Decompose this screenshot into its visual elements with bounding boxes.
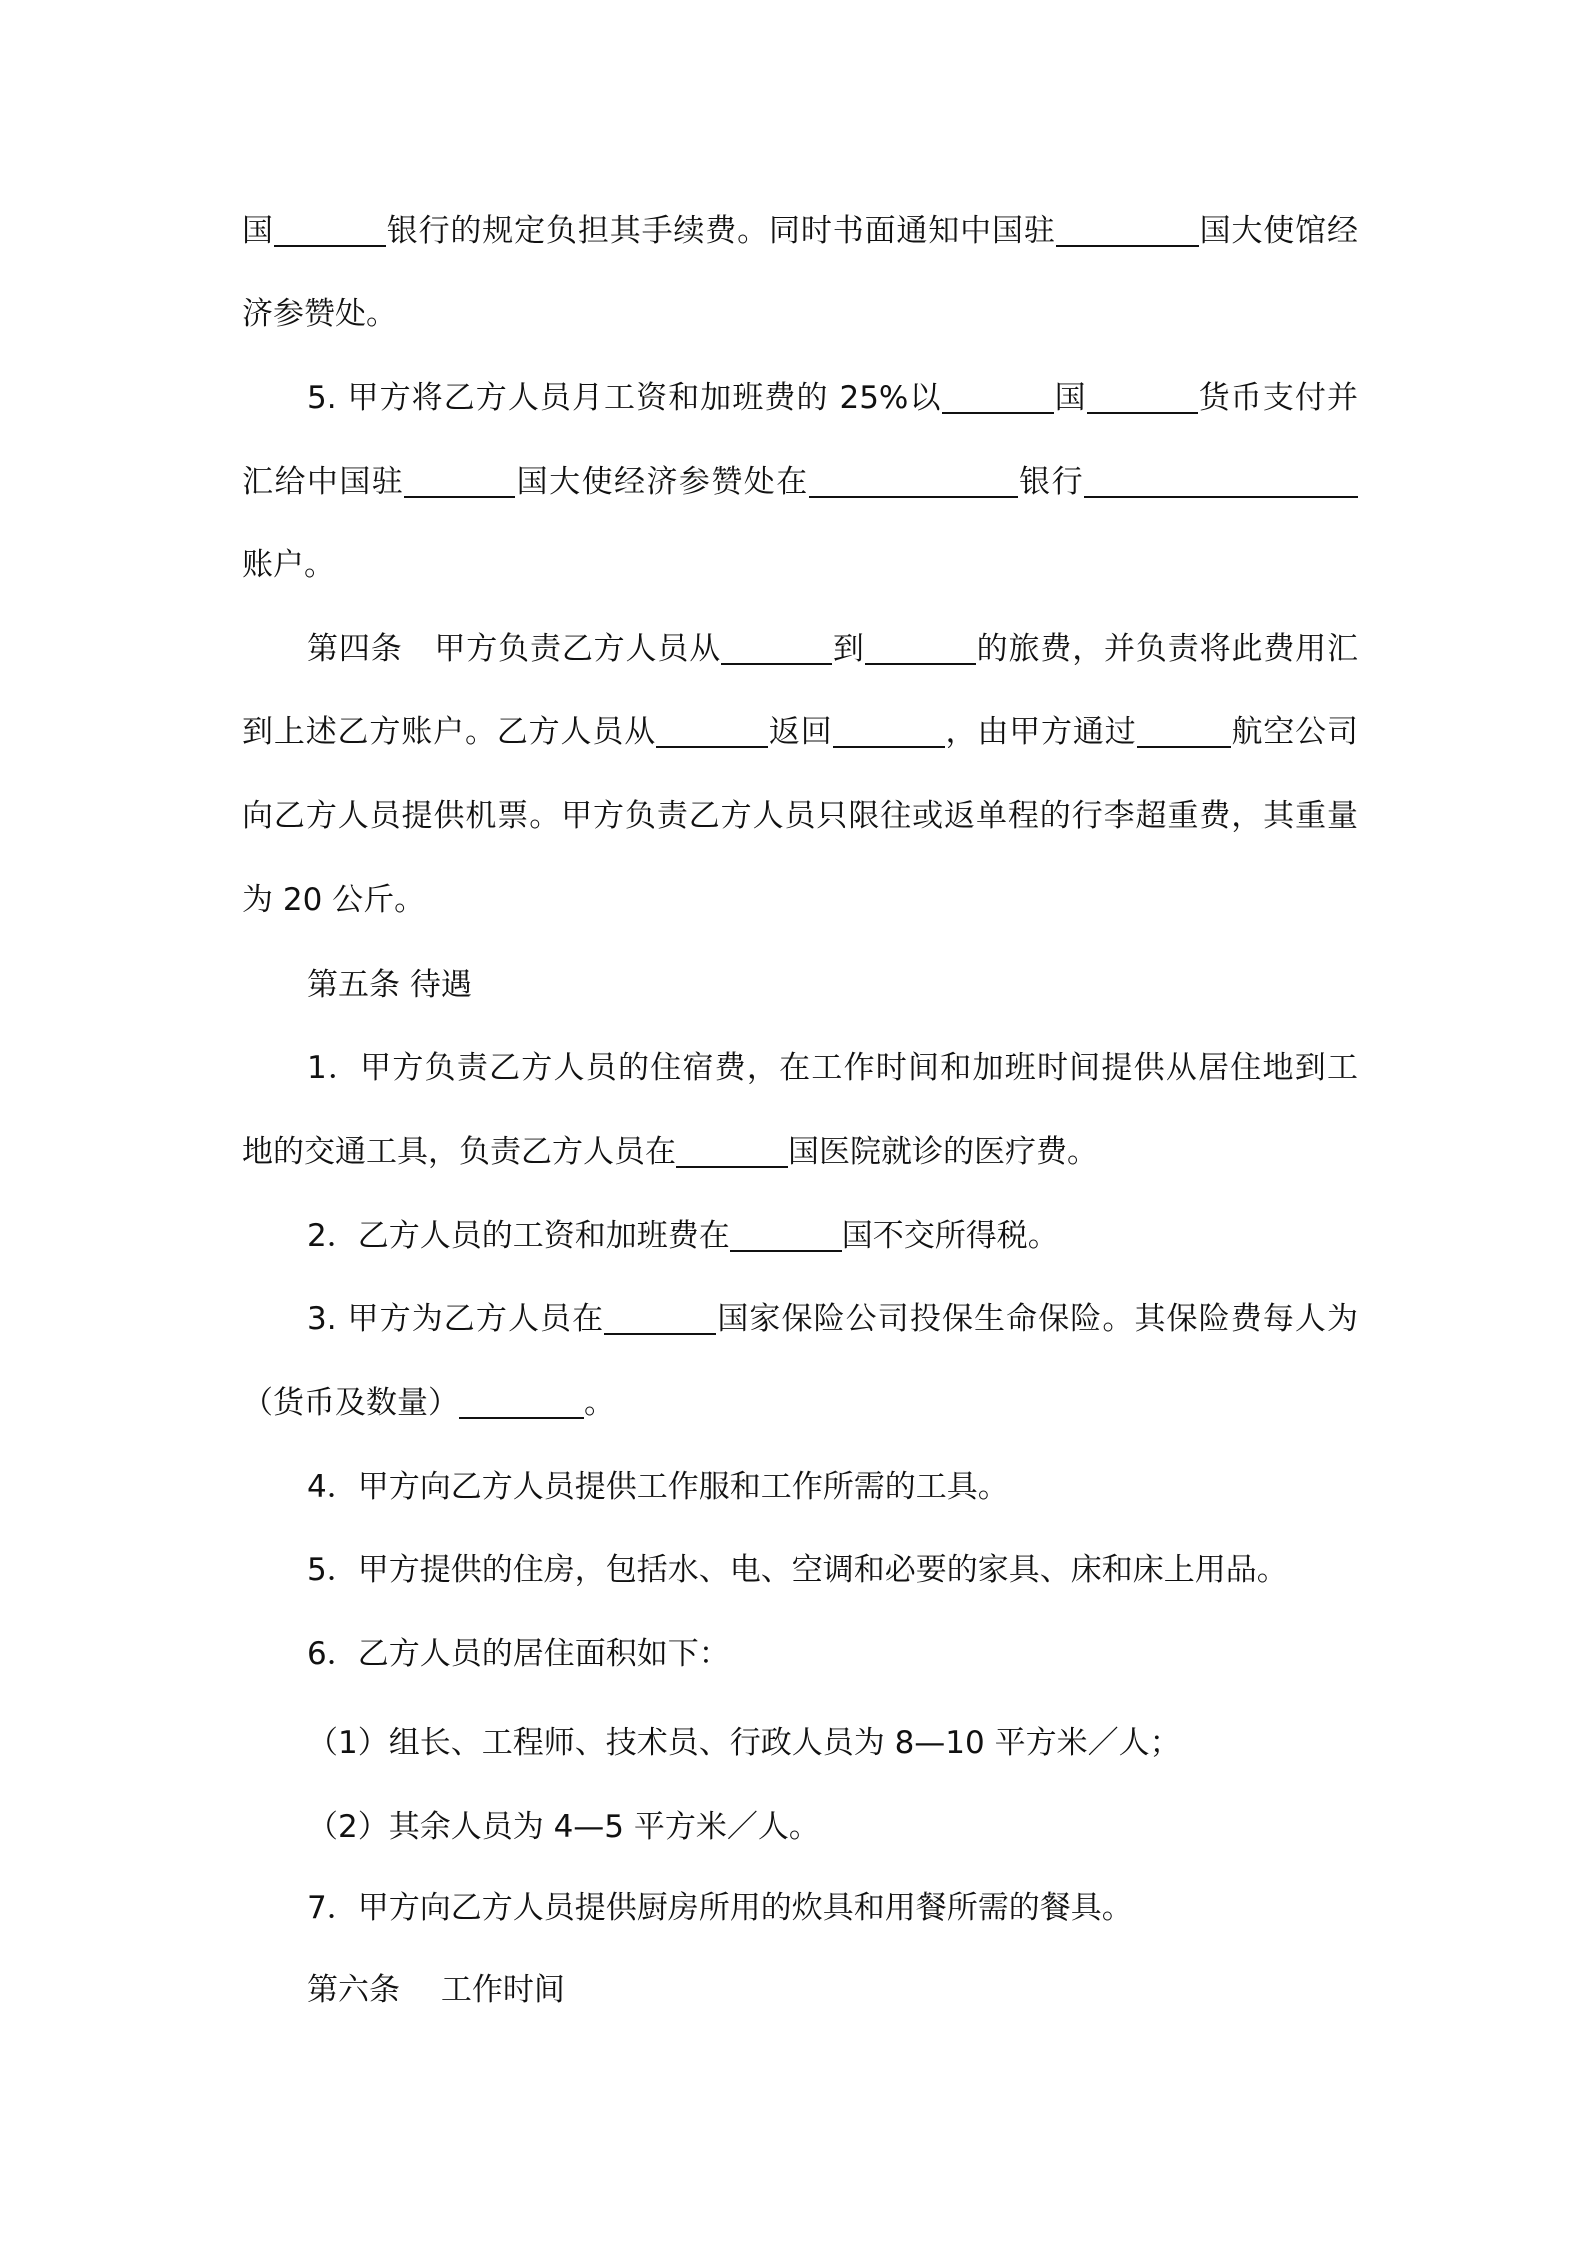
text-line <box>242 543 1358 587</box>
text-segment: 银行 <box>1017 464 1085 500</box>
text-segment: 国 <box>242 213 274 249</box>
text-line <box>307 627 1358 671</box>
text-segment: 5．甲方提供的住房，包括水、电、空调和必要的家具、床和床上用品。 <box>307 1552 1288 1588</box>
fill-in-blank[interactable] <box>1137 716 1231 748</box>
text-line <box>242 710 1358 754</box>
text-segment: 航空公司 <box>1230 714 1359 750</box>
text-segment: 返回 <box>768 714 833 750</box>
fill-in-blank[interactable] <box>730 1220 842 1252</box>
text-segment: 国大使馆经 <box>1198 213 1359 249</box>
fill-in-blank[interactable] <box>942 382 1054 414</box>
text-line <box>307 1968 1358 2012</box>
fill-in-blank[interactable] <box>274 215 386 247</box>
text-segment: 向乙方人员提供机票。甲方负责乙方人员只限往或返单程的行李超重费，其重量 <box>242 798 1358 834</box>
text-segment: 第四条 甲方负责乙方人员从 <box>307 631 722 667</box>
text-line <box>307 1465 1358 1509</box>
text-segment: 2．乙方人员的工资和加班费在 <box>307 1218 730 1254</box>
text-line <box>242 794 1358 838</box>
fill-in-blank[interactable] <box>604 1303 716 1335</box>
text-line <box>307 1805 1358 1849</box>
fill-in-blank[interactable] <box>459 1387 584 1419</box>
text-segment: 7．甲方向乙方人员提供厨房所用的炊具和用餐所需的餐具。 <box>307 1890 1133 1926</box>
fill-in-blank[interactable] <box>1056 215 1199 247</box>
text-segment: （1）组长、工程师、技术员、行政人员为 8—10 平方米／人； <box>307 1725 1181 1761</box>
text-segment: 为 20 公斤。 <box>242 882 426 918</box>
fill-in-blank[interactable] <box>1084 466 1358 498</box>
text-segment: 到 <box>832 631 865 667</box>
text-segment: 5. 甲方将乙方人员月工资和加班费的 25%以 <box>307 380 942 416</box>
fill-in-blank[interactable] <box>833 716 945 748</box>
text-line <box>242 460 1358 504</box>
text-segment: 国 <box>1053 380 1087 416</box>
text-segment: ，由甲方通过 <box>944 714 1137 750</box>
text-segment: 第五条 待遇 <box>307 967 472 1003</box>
fill-in-blank[interactable] <box>676 1136 788 1168</box>
text-line <box>242 1381 1358 1425</box>
fill-in-blank[interactable] <box>656 716 768 748</box>
text-line <box>307 1632 1358 1676</box>
text-segment: 货币支付并 <box>1197 380 1359 416</box>
text-line <box>307 376 1358 420</box>
text-line <box>307 1046 1358 1090</box>
text-segment: 。 <box>584 1385 615 1421</box>
text-segment: 的旅费，并负责将此费用汇 <box>975 631 1359 667</box>
text-segment: 到上述乙方账户。乙方人员从 <box>242 714 657 750</box>
fill-in-blank[interactable] <box>865 633 976 665</box>
text-segment: 银行的规定负担其手续费。同时书面通知中国驻 <box>385 213 1056 249</box>
text-segment: 第六条 工作时间 <box>307 1972 565 2008</box>
text-line <box>307 1886 1358 1930</box>
text-segment: （2）其余人员为 4—5 平方米／人。 <box>307 1809 820 1845</box>
text-line <box>307 1214 1358 1258</box>
text-segment: 4．甲方向乙方人员提供工作服和工作所需的工具。 <box>307 1469 1009 1505</box>
text-segment: 3. 甲方为乙方人员在 <box>307 1301 605 1337</box>
fill-in-blank[interactable] <box>809 466 1018 498</box>
text-segment: 国大使经济参赞处在 <box>515 464 809 500</box>
text-segment: 地的交通工具，负责乙方人员在 <box>242 1134 676 1170</box>
text-line <box>242 1130 1358 1174</box>
text-segment: 汇给中国驻 <box>242 464 405 500</box>
text-line <box>307 963 1358 1007</box>
text-line <box>307 1548 1358 1592</box>
text-segment: （货币及数量） <box>242 1385 459 1421</box>
fill-in-blank[interactable] <box>404 466 515 498</box>
fill-in-blank[interactable] <box>721 633 832 665</box>
text-line <box>242 292 1358 336</box>
text-line <box>242 209 1358 253</box>
text-segment: 6．乙方人员的居住面积如下： <box>307 1636 730 1672</box>
fill-in-blank[interactable] <box>1087 382 1198 414</box>
text-segment: 济参赞处。 <box>242 296 397 332</box>
text-line <box>242 878 1358 922</box>
text-segment: 国不交所得税。 <box>841 1218 1059 1254</box>
text-line <box>307 1721 1358 1765</box>
text-segment: 1．甲方负责乙方人员的住宿费，在工作时间和加班时间提供从居住地到工 <box>307 1050 1358 1086</box>
text-segment: 国医院就诊的医疗费。 <box>788 1134 1098 1170</box>
text-segment: 国家保险公司投保生命保险。其保险费每人为 <box>716 1301 1358 1337</box>
text-line <box>307 1297 1358 1341</box>
text-segment: 账户。 <box>242 547 335 583</box>
